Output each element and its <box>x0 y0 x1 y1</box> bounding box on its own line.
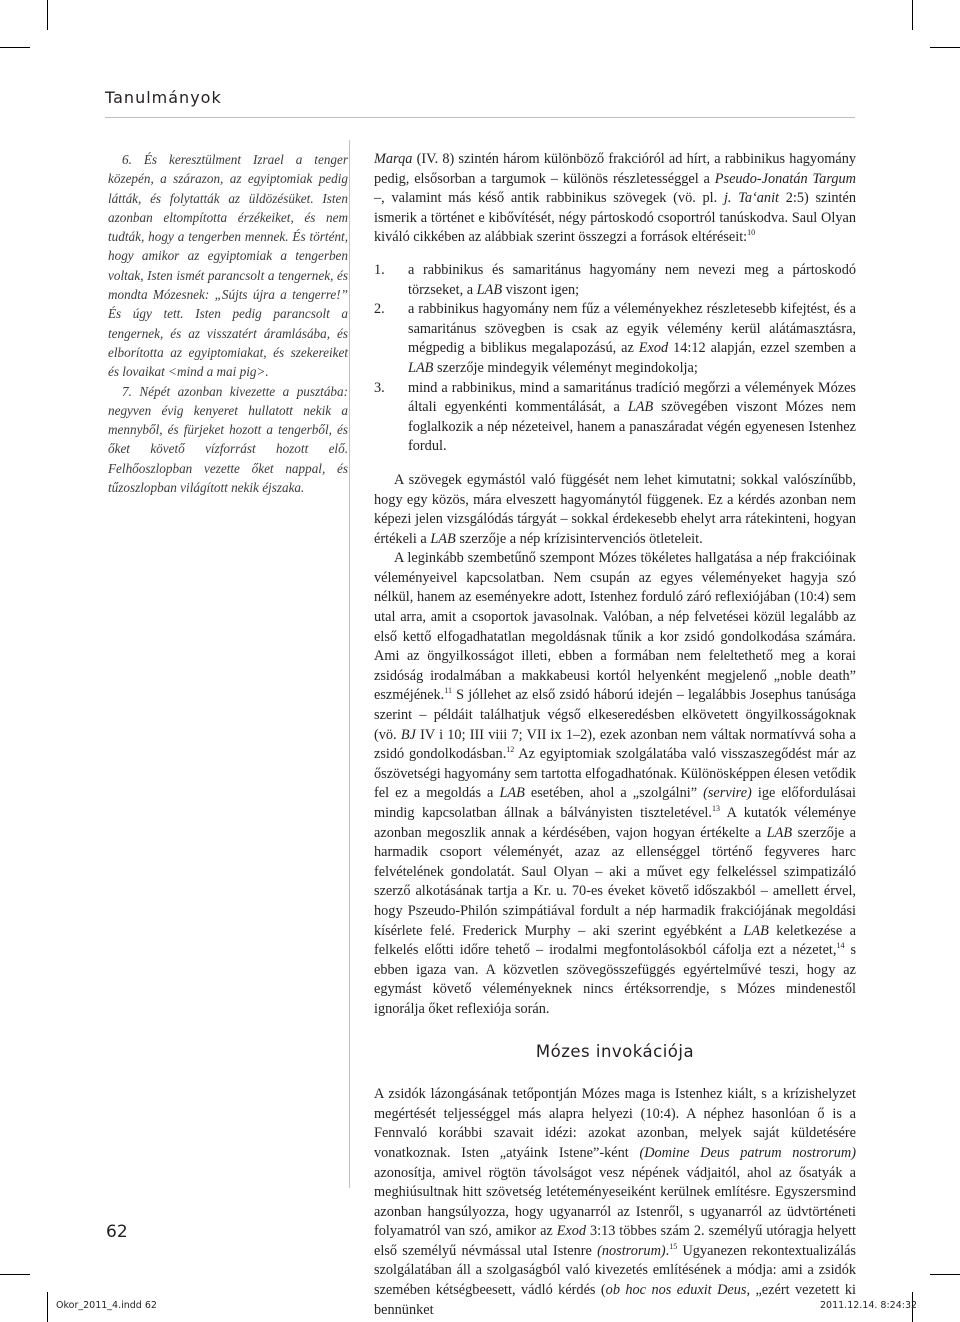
crop-mark <box>912 0 913 30</box>
quote-paragraph-7: 7. Népét azonban kivezette a pusztába: negyven évig kenyeret hullatott nekik a mennyből, és fürjeket hozott a tengerből, és őket követő vízforrást hozott elő. Felhőoszlopban vezette őket nappal, és tűzoszlopban világított nekik éjszaka. <box>108 383 348 496</box>
quote-paragraph-6: 6. És keresztülment Izrael a tenger közepén, a szárazon, az egyiptomiak pedig látták, és folytatták az üldözésüket. Isten azonban eltompította érzékeiket, és nem tudták, hogy a tengerben mennek. És történt, hogy amikor az egyiptomiak a tengerben voltak, Isten ismét parancsolt a tengernek, és mondta Mózesnek: „Sújts újra a tengerre!” És úgy tett. Isten pedig parancsolt a tengernek, és az visszatért áramlásába, és elborította az egyiptomiakat, és szekereiket és lovaikat <mind a mai pig>. <box>108 152 348 380</box>
page-number: 62 <box>106 1222 128 1242</box>
left-column-quote <box>108 150 348 497</box>
list-item: 1. a rabbinikus és samaritánus hagyomány nem nevezi meg a pártoskodó törzseket, a LAB viszont igen; <box>374 261 856 298</box>
crop-mark <box>0 1274 30 1275</box>
list-item: 3. mind a rabbinikus, mind a samaritánus tradíció megőrzi a vélemények Mózes általi egyenkénti kommentálását, a LAB szövegében viszont Mózes nem foglalkozik a nép nézeteivel, hanem a panaszáradat végén egyenesen Istenhez fordul. <box>374 379 856 455</box>
footnote-ref-11: 11 <box>444 686 452 696</box>
footnote-ref-13: 13 <box>711 804 720 814</box>
footnote-ref-15: 15 <box>669 1242 678 1252</box>
slug-filename: Okor_2011_4.indd 62 <box>56 1300 157 1311</box>
footnote-ref-10: 10 <box>747 228 756 238</box>
crop-mark <box>930 47 960 48</box>
header-rule <box>105 117 855 118</box>
numbered-list <box>374 261 856 457</box>
paragraph-dependency: A szövegek egymástól való függését nem lehet kimutatni; sokkal valószínűbb, hogy egy közös, mára elveszett hagyománytól függenek. Ez a kérdés azonban nem képezi jelen vizsgálódás tárgyát – sokkal érdekesebb ehelyt arra rátekinteni, hogyan értékeli a LAB szerzője a nép krízisintervenciós ötleteleit. <box>374 471 856 547</box>
paragraph-invocation: A zsidók lázongásának tetőpontján Mózes maga is Istenhez kiált, s a krízishelyzet megértését teljességgel más alapra helyezi (10:4). A néphez hasonlóan ő is a Fennvaló korábbi szavait idézi: azokat azonban, melyek saját küldetésére vonatkoznak. Isten „atyáink Istene”-ként (Domine Deus patrum nostrorum) azonosítja, amivel rögtön távolságot vesz népének vádjaitól, ahol az ősatyák a meghiúsultnak hitt szövetség letéteményeseiként kerülnek említésre. Egyszersmind azonban hangsúlyozza, hogy ugyanarról az Istenről, s ugyanarról az üdvtörténeti folyamatról van szó, amikor az Exod 3:13 többes szám 2. személyű utóragja helyett első személyű névmással utal Istenre (nostrorum).$^{15}$ Ugyanezen rekontextualizálás szolgálatában áll a szolgaságból való kivezetés említésének a módja: ami a zsidók szemében kétségbeesett, vádló kérdés (ob hoc nos eduxit Deus, „ezért vezetett ki bennünket <box>374 1086 857 1318</box>
crop-mark <box>47 0 48 30</box>
list-item: 2. a rabbinikus hagyomány nem fűz a véleményekhez részletesebb kifejtést, és a samaritánus szövegben is csak az egyik vélemény kerül alátámasztásra, mégpedig a biblikus megalapozású, az Exod 14:12 alapján, ezzel szemben a LAB szerzője mindegyik véleményt megindokolja; <box>374 301 856 376</box>
running-header: Tanulmányok <box>105 88 222 107</box>
column-divider <box>349 140 350 1188</box>
paragraph-moses-silence: A leginkább szembetűnő szempont Mózes tökéletes hallgatása a nép frakcióinak véleményeivel kapcsolatban. Nem csupán az egyes véleményeket hagyja szó nélkül, hanem az eseményekre adott, Istenhez forduló záró reflexiójában (10:4) sem utal arra, amit a csoportok javasolnak. Valóban, a nép felvetései közül legalább az első kettő elfogadhatatlan megoldásnak tűnik a kor zsidó gondolkodása számára. Ami az öngyilkosságot illeti, ebben a formában nem feleltethető meg a korai zsidóság irodalmában a makkabeusi kortól helyenként megjelenő „noble death” eszméjének.$^{11}$ S jóllehet az első zsidó háború idején – legalábbis Josephus tanúsága szerint – példáit találhatjuk végső elkeseredésben elkövetett öngyilkosságoknak (vö. BJ IV i 10; III viii 7; VII ix 1–2), ezek azonban nem váltak normatívvá soha a zsidó gondolkodásban.$^{12}$ Az egyiptomiak szolgálatába való visszaszegődést már az őszövetségi hagyomány sem tartotta elfogadhatónak. Különösképpen élesen vetődik fel ez a megoldás a LAB esetében, ahol a „szolgálni” (servire) ige előfordulásai mindig kapcsolatban állnak a bálványisten tiszteletével.$^{13}$ A kutatók véleménye azonban megoszlik annak a kérdésében, vajon hogyan értékelte a LAB szerzője a harmadik csoport véleményét, azaz az ellenséggel történő fegyveres harc felvételének gondolatát. Saul Olyan – aki a művet egy felkeléssel szimpatizáló szerző alkotásának tartja a Kr. u. 70-es éveket követő időszakból – amellett érvel, hogy Pszeudo-Philón szimpátiával fordult a nép harmadik frakciójának megoldási kísérlete felé. Frederick Murphy – aki szerint egyébként a LAB keletkezése a felkelés előtti időre tehető – irodalmi megfontolásokból cáfolja ezt a nézetet,$^{14}$ s ebben igaza van. A közvetlen szövegösszefüggés egyértelművé teszi, hogy az egymást követő véleményeknek nincs értéksorrendje, s Mózes mindenestől ignorálja őket reflexiója során. <box>374 550 857 1017</box>
crop-mark <box>930 1274 960 1275</box>
slug-timestamp: 2011.12.14. 8:24:32 <box>820 1300 918 1311</box>
paragraph-marqa: Marqa (IV. 8) szintén három különböző frakcióról ad hírt, a rabbinikus hagyomány pedig, elsősorban a targumok – különös részletességgel a Pseudo-Jonatán Targum –, valamint más késő antik rabbinikus szövegek (vö. pl. j. Ta‘anit 2:5) szintén ismerik a történet e kibővítését, négy pártoskodó csoportról tanúskodva. Saul Olyan kiváló cikkében az alábbiak szerint összegzi a források eltéréseit:$^{10}$ <box>374 151 856 246</box>
section-title: Mózes invokációja <box>535 1041 695 1061</box>
footnote-ref-12: 12 <box>506 745 515 755</box>
crop-mark <box>47 1292 48 1322</box>
footnote-ref-14: 14 <box>836 941 845 951</box>
main-text-column <box>374 150 856 1320</box>
crop-mark <box>0 47 30 48</box>
